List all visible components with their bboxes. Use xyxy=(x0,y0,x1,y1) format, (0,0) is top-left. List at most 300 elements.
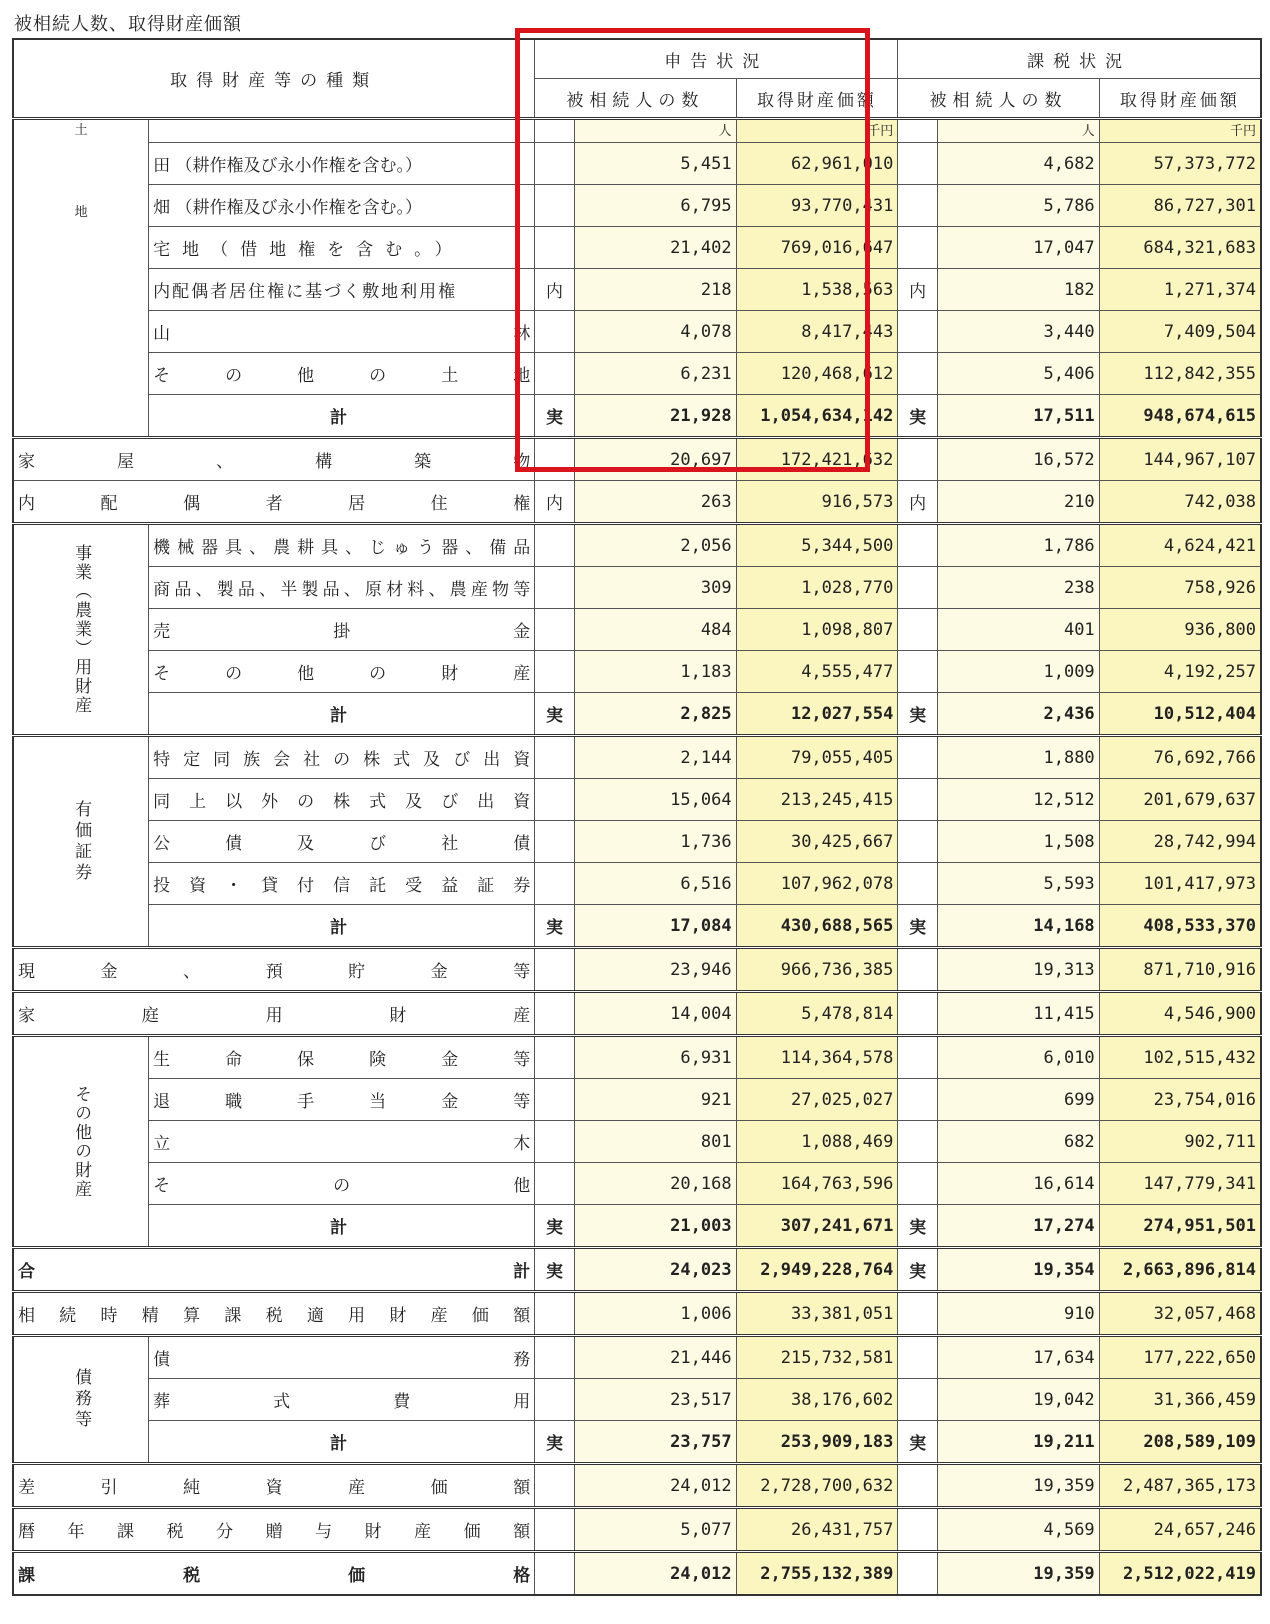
filed-persons: 15,064 xyxy=(574,779,736,821)
filed-value: 307,241,671 xyxy=(736,1205,898,1248)
row-label xyxy=(149,353,535,395)
mark-cell xyxy=(898,1379,938,1421)
row-label xyxy=(13,1464,535,1508)
taxed-persons: 682 xyxy=(937,1121,1099,1163)
mark-cell xyxy=(535,1464,575,1508)
mark-cell xyxy=(535,1508,575,1552)
mark-inner: 内 xyxy=(535,481,575,524)
taxed-persons: 1,009 xyxy=(937,651,1099,693)
taxed-value: 274,951,501 xyxy=(1099,1205,1261,1248)
mark-cell xyxy=(898,1079,938,1121)
taxed-persons: 16,614 xyxy=(937,1163,1099,1205)
filed-value: 26,431,757 xyxy=(736,1508,898,1552)
mark-actual: 実 xyxy=(535,1205,575,1248)
filed-value: 114,364,578 xyxy=(736,1036,898,1079)
filed-persons: 2,825 xyxy=(574,693,736,736)
mark-cell xyxy=(535,524,575,567)
filed-value: 27,025,027 xyxy=(736,1079,898,1121)
mark-cell xyxy=(898,1552,938,1596)
header-row-1 xyxy=(13,39,1261,79)
table-row xyxy=(13,992,1261,1036)
taxed-persons: 401 xyxy=(937,609,1099,651)
taxed-value: 208,589,109 xyxy=(1099,1421,1261,1464)
unit-mark-spacer xyxy=(535,119,575,143)
mark-cell xyxy=(898,609,938,651)
mark-cell xyxy=(898,567,938,609)
row-label xyxy=(13,481,535,524)
mark-actual: 実 xyxy=(898,395,938,438)
subtotal-row xyxy=(13,1421,1261,1464)
mark-cell xyxy=(535,227,575,269)
taxed-persons: 12,512 xyxy=(937,779,1099,821)
taxed-value: 201,679,637 xyxy=(1099,779,1261,821)
mark-cell xyxy=(535,651,575,693)
table-row xyxy=(13,269,1261,311)
table-row xyxy=(13,567,1261,609)
taxed-persons: 19,354 xyxy=(937,1248,1099,1292)
row-label xyxy=(149,609,535,651)
filed-value: 8,417,443 xyxy=(736,311,898,353)
mark-actual: 実 xyxy=(535,1248,575,1292)
row-label-text: 山林 xyxy=(153,324,531,344)
taxed-value: 101,417,973 xyxy=(1099,863,1261,905)
taxed-persons: 210 xyxy=(937,481,1099,524)
filed-value: 2,949,228,764 xyxy=(736,1248,898,1292)
taxed-persons: 910 xyxy=(937,1292,1099,1336)
row-label-text: 生命保険金等 xyxy=(153,1050,531,1070)
mark-cell xyxy=(535,736,575,779)
filed-persons: 24,012 xyxy=(574,1552,736,1596)
mark-cell xyxy=(535,185,575,227)
table-row xyxy=(13,651,1261,693)
table-row xyxy=(13,1379,1261,1421)
filed-value: 62,961,010 xyxy=(736,143,898,185)
filed-value: 5,478,814 xyxy=(736,992,898,1036)
mark-cell xyxy=(898,185,938,227)
filed-value: 966,736,385 xyxy=(736,948,898,992)
unit-spacer xyxy=(149,119,535,143)
table-row xyxy=(13,948,1261,992)
row-label xyxy=(149,1163,535,1205)
taxed-value: 2,663,896,814 xyxy=(1099,1248,1261,1292)
unit-taxed-value: 千円 xyxy=(1099,119,1261,143)
taxed-persons: 1,880 xyxy=(937,736,1099,779)
taxed-value: 147,779,341 xyxy=(1099,1163,1261,1205)
filed-persons: 1,006 xyxy=(574,1292,736,1336)
row-label xyxy=(13,992,535,1036)
filed-value: 916,573 xyxy=(736,481,898,524)
taxed-persons: 17,047 xyxy=(937,227,1099,269)
taxed-value: 112,842,355 xyxy=(1099,353,1261,395)
taxed-persons: 1,786 xyxy=(937,524,1099,567)
taxed-value: 76,692,766 xyxy=(1099,736,1261,779)
taxed-persons: 1,508 xyxy=(937,821,1099,863)
filed-value: 2,728,700,632 xyxy=(736,1464,898,1508)
filed-persons: 921 xyxy=(574,1079,736,1121)
row-label-text: 家庭用財産 xyxy=(18,1006,531,1026)
row-label xyxy=(149,567,535,609)
filed-value: 5,344,500 xyxy=(736,524,898,567)
mark-inner: 内 xyxy=(535,269,575,311)
filed-value: 93,770,431 xyxy=(736,185,898,227)
taxed-value: 144,967,107 xyxy=(1099,438,1261,481)
filed-value: 1,028,770 xyxy=(736,567,898,609)
group-land-char-1: 土 xyxy=(74,123,88,138)
filed-persons: 1,736 xyxy=(574,821,736,863)
unit-taxed-persons: 人 xyxy=(937,119,1099,143)
filed-persons: 5,451 xyxy=(574,143,736,185)
row-label xyxy=(149,821,535,863)
row-label-text: 退職手当金等 xyxy=(153,1092,531,1112)
mark-cell xyxy=(535,353,575,395)
filed-value: 4,555,477 xyxy=(736,651,898,693)
taxed-value: 7,409,504 xyxy=(1099,311,1261,353)
taxed-persons: 11,415 xyxy=(937,992,1099,1036)
filed-value: 164,763,596 xyxy=(736,1163,898,1205)
row-label-text: 公債及び社債 xyxy=(153,834,531,854)
row-label-text: 家屋、構築物 xyxy=(18,452,531,472)
group-securities: 有価証券 xyxy=(13,736,149,948)
taxed-value: 32,057,468 xyxy=(1099,1292,1261,1336)
filed-persons: 23,757 xyxy=(574,1421,736,1464)
filed-persons: 6,795 xyxy=(574,185,736,227)
filed-value: 107,962,078 xyxy=(736,863,898,905)
mark-cell xyxy=(535,1292,575,1336)
taxed-persons: 6,010 xyxy=(937,1036,1099,1079)
row-label-text: 差引純資産価額 xyxy=(18,1478,531,1498)
row-label xyxy=(13,1292,535,1336)
row-label xyxy=(149,524,535,567)
filed-value: 1,538,563 xyxy=(736,269,898,311)
row-label-text: 立木 xyxy=(153,1134,531,1154)
taxed-persons: 14,168 xyxy=(937,905,1099,948)
mark-cell xyxy=(535,1121,575,1163)
filed-value: 1,054,634,142 xyxy=(736,395,898,438)
filed-value: 1,088,469 xyxy=(736,1121,898,1163)
row-label xyxy=(149,1121,535,1163)
table-row xyxy=(13,779,1261,821)
row-label xyxy=(149,1036,535,1079)
filed-value: 120,468,612 xyxy=(736,353,898,395)
taxed-persons: 4,569 xyxy=(937,1508,1099,1552)
taxed-persons: 5,593 xyxy=(937,863,1099,905)
row-label xyxy=(149,1079,535,1121)
header-taxed-persons: 被相続人の数 xyxy=(898,79,1099,119)
table-row xyxy=(13,1292,1261,1336)
row-label: 宅地（借地権を含む。） xyxy=(149,227,535,269)
mark-cell xyxy=(535,1036,575,1079)
filed-value: 769,016,647 xyxy=(736,227,898,269)
subtotal-row xyxy=(13,395,1261,438)
row-label xyxy=(149,863,535,905)
filed-persons: 309 xyxy=(574,567,736,609)
taxed-persons: 699 xyxy=(937,1079,1099,1121)
taxed-value: 1,271,374 xyxy=(1099,269,1261,311)
mark-cell xyxy=(898,311,938,353)
mark-cell xyxy=(898,1464,938,1508)
filed-persons: 5,077 xyxy=(574,1508,736,1552)
table-row xyxy=(13,1163,1261,1205)
filed-value: 30,425,667 xyxy=(736,821,898,863)
table-row xyxy=(13,143,1261,185)
filed-value: 1,098,807 xyxy=(736,609,898,651)
row-label xyxy=(149,736,535,779)
table-row xyxy=(13,185,1261,227)
table-row xyxy=(13,1121,1261,1163)
group-business: 事業（農業）用財産 xyxy=(13,524,149,736)
mark-cell xyxy=(535,948,575,992)
taxed-persons: 16,572 xyxy=(937,438,1099,481)
group-land xyxy=(13,119,149,438)
mark-cell xyxy=(535,567,575,609)
row-label: 内配偶者居住権に基づく敷地利用権 xyxy=(149,269,535,311)
mark-cell xyxy=(898,353,938,395)
mark-cell xyxy=(535,609,575,651)
filed-persons: 6,931 xyxy=(574,1036,736,1079)
mark-cell xyxy=(898,1336,938,1379)
mark-cell xyxy=(898,1036,938,1079)
mark-inner: 内 xyxy=(898,481,938,524)
mark-cell xyxy=(535,863,575,905)
table-row xyxy=(13,524,1261,567)
group-debts: 債務等 xyxy=(13,1336,149,1464)
subtotal-row xyxy=(13,1205,1261,1248)
table-row xyxy=(13,481,1261,524)
taxed-persons: 3,440 xyxy=(937,311,1099,353)
filed-persons: 21,402 xyxy=(574,227,736,269)
row-label-text: 特定同族会社の株式及び出資 xyxy=(153,750,531,770)
row-label-text: 合計 xyxy=(18,1262,531,1282)
mark-cell xyxy=(535,992,575,1036)
taxed-value: 102,515,432 xyxy=(1099,1036,1261,1079)
filed-persons: 1,183 xyxy=(574,651,736,693)
table-row xyxy=(13,438,1261,481)
taxed-value: 758,926 xyxy=(1099,567,1261,609)
filed-persons: 23,517 xyxy=(574,1379,736,1421)
mark-cell xyxy=(898,992,938,1036)
row-label xyxy=(149,1336,535,1379)
mark-cell xyxy=(535,1079,575,1121)
row-label-text: 売掛金 xyxy=(153,622,531,642)
taxed-value: 871,710,916 xyxy=(1099,948,1261,992)
taxed-value: 742,038 xyxy=(1099,481,1261,524)
header-filed-persons: 被相続人の数 xyxy=(535,79,736,119)
filed-persons: 6,231 xyxy=(574,353,736,395)
table-row xyxy=(13,1464,1261,1508)
row-label: 計 xyxy=(149,693,535,736)
filed-value: 253,909,183 xyxy=(736,1421,898,1464)
grand-total-row xyxy=(13,1248,1261,1292)
table-row xyxy=(13,1336,1261,1379)
mark-actual: 実 xyxy=(898,1421,938,1464)
mark-cell xyxy=(898,227,938,269)
row-label-text: 同上以外の株式及び出資 xyxy=(153,792,531,812)
table-row xyxy=(13,227,1261,269)
row-label-text: その他 xyxy=(153,1176,531,1196)
filed-value: 2,755,132,389 xyxy=(736,1552,898,1596)
mark-actual: 実 xyxy=(535,1421,575,1464)
row-label-text: 相続時精算課税適用財産価額 xyxy=(18,1306,531,1326)
taxed-value: 684,321,683 xyxy=(1099,227,1261,269)
mark-cell xyxy=(898,438,938,481)
filed-value: 430,688,565 xyxy=(736,905,898,948)
table-row xyxy=(13,863,1261,905)
filed-value: 12,027,554 xyxy=(736,693,898,736)
row-label xyxy=(13,1508,535,1552)
row-label: 計 xyxy=(149,1205,535,1248)
row-label-text: 現金、預貯金等 xyxy=(18,962,531,982)
row-label-text: 課税価格 xyxy=(18,1566,531,1586)
table-row xyxy=(13,1036,1261,1079)
taxed-value: 57,373,772 xyxy=(1099,143,1261,185)
mark-actual: 実 xyxy=(535,905,575,948)
mark-cell xyxy=(898,736,938,779)
filed-persons: 24,012 xyxy=(574,1464,736,1508)
filed-persons: 20,697 xyxy=(574,438,736,481)
filed-persons: 4,078 xyxy=(574,311,736,353)
row-label-text: 葬式費用 xyxy=(153,1392,531,1412)
taxed-value: 4,192,257 xyxy=(1099,651,1261,693)
taxed-persons: 5,406 xyxy=(937,353,1099,395)
row-label-text: 商品、製品、半製品、原材料、農産物等 xyxy=(153,580,531,600)
mark-actual: 実 xyxy=(898,905,938,948)
table-row xyxy=(13,736,1261,779)
filed-value: 38,176,602 xyxy=(736,1379,898,1421)
taxable-row xyxy=(13,1552,1261,1596)
row-label xyxy=(13,438,535,481)
mark-cell xyxy=(898,524,938,567)
filed-persons: 263 xyxy=(574,481,736,524)
row-label: 畑 （耕作権及び永小作権を含む。） xyxy=(149,185,535,227)
taxed-value: 936,800 xyxy=(1099,609,1261,651)
taxed-value: 28,742,994 xyxy=(1099,821,1261,863)
taxed-value: 31,366,459 xyxy=(1099,1379,1261,1421)
filed-persons: 20,168 xyxy=(574,1163,736,1205)
mark-cell xyxy=(535,821,575,863)
mark-actual: 実 xyxy=(898,693,938,736)
unit-mark-spacer-2 xyxy=(898,119,938,143)
mark-cell xyxy=(898,948,938,992)
group-land-char-2: 地 xyxy=(74,205,88,220)
row-label-text: 機械器具、農耕具、じゅう器、備品 xyxy=(153,538,531,558)
mark-cell xyxy=(535,779,575,821)
mark-actual: 実 xyxy=(898,1205,938,1248)
mark-cell xyxy=(898,1163,938,1205)
header-kind: 取得財産等の種類 xyxy=(13,39,535,119)
row-label: 計 xyxy=(149,1421,535,1464)
filed-value: 79,055,405 xyxy=(736,736,898,779)
mark-cell xyxy=(535,438,575,481)
statistics-table-wrapper xyxy=(12,38,1262,1596)
row-label-text: 債務 xyxy=(153,1350,531,1370)
taxed-value: 86,727,301 xyxy=(1099,185,1261,227)
row-label: 計 xyxy=(149,395,535,438)
mark-cell xyxy=(898,1292,938,1336)
table-row xyxy=(13,1508,1261,1552)
taxed-persons: 2,436 xyxy=(937,693,1099,736)
filed-persons: 801 xyxy=(574,1121,736,1163)
taxed-persons: 19,359 xyxy=(937,1464,1099,1508)
taxed-persons: 4,682 xyxy=(937,143,1099,185)
mark-cell xyxy=(535,1336,575,1379)
header-taxed-value: 取得財産価額 xyxy=(1099,79,1261,119)
filed-value: 172,421,632 xyxy=(736,438,898,481)
filed-value: 215,732,581 xyxy=(736,1336,898,1379)
filed-persons: 14,004 xyxy=(574,992,736,1036)
header-filed: 申告状況 xyxy=(535,39,898,79)
row-label: 田 （耕作権及び永小作権を含む。） xyxy=(149,143,535,185)
row-label: 計 xyxy=(149,905,535,948)
taxed-value: 177,222,650 xyxy=(1099,1336,1261,1379)
taxed-value: 902,711 xyxy=(1099,1121,1261,1163)
filed-persons: 21,928 xyxy=(574,395,736,438)
filed-persons: 24,023 xyxy=(574,1248,736,1292)
row-label xyxy=(13,948,535,992)
taxed-value: 2,487,365,173 xyxy=(1099,1464,1261,1508)
mark-cell xyxy=(898,1508,938,1552)
unit-filed-persons: 人 xyxy=(574,119,736,143)
taxed-persons: 182 xyxy=(937,269,1099,311)
subtotal-row xyxy=(13,905,1261,948)
taxed-persons: 5,786 xyxy=(937,185,1099,227)
mark-cell xyxy=(535,1552,575,1596)
filed-persons: 6,516 xyxy=(574,863,736,905)
mark-cell xyxy=(535,311,575,353)
taxed-persons: 19,042 xyxy=(937,1379,1099,1421)
mark-cell xyxy=(898,1121,938,1163)
table-row xyxy=(13,311,1261,353)
row-label-text: 暦年課税分贈与財産価額 xyxy=(18,1522,531,1542)
filed-persons: 21,003 xyxy=(574,1205,736,1248)
mark-actual: 実 xyxy=(535,693,575,736)
row-label-text: 投資・貸付信託受益証券 xyxy=(153,876,531,896)
mark-cell xyxy=(898,863,938,905)
row-label xyxy=(13,1248,535,1292)
mark-cell xyxy=(535,1163,575,1205)
mark-cell xyxy=(898,779,938,821)
statistics-table xyxy=(12,38,1262,1596)
mark-actual: 実 xyxy=(898,1248,938,1292)
mark-actual: 実 xyxy=(535,395,575,438)
filed-value: 33,381,051 xyxy=(736,1292,898,1336)
filed-persons: 2,056 xyxy=(574,524,736,567)
table-row xyxy=(13,609,1261,651)
mark-cell xyxy=(898,821,938,863)
row-label xyxy=(149,311,535,353)
row-label xyxy=(149,1379,535,1421)
filed-persons: 21,446 xyxy=(574,1336,736,1379)
taxed-value: 2,512,022,419 xyxy=(1099,1552,1261,1596)
taxed-persons: 19,313 xyxy=(937,948,1099,992)
taxed-value: 24,657,246 xyxy=(1099,1508,1261,1552)
table-caption: 被相続人数、取得財産価額 xyxy=(14,14,242,35)
mark-cell xyxy=(535,1379,575,1421)
taxed-value: 10,512,404 xyxy=(1099,693,1261,736)
taxed-value: 4,546,900 xyxy=(1099,992,1261,1036)
group-other: その他の財産 xyxy=(13,1036,149,1248)
taxed-persons: 17,634 xyxy=(937,1336,1099,1379)
mark-cell xyxy=(535,143,575,185)
filed-value: 213,245,415 xyxy=(736,779,898,821)
filed-persons: 484 xyxy=(574,609,736,651)
row-label-text: その他の財産 xyxy=(153,664,531,684)
taxed-persons: 17,274 xyxy=(937,1205,1099,1248)
taxed-persons: 238 xyxy=(937,567,1099,609)
filed-persons: 17,084 xyxy=(574,905,736,948)
taxed-value: 4,624,421 xyxy=(1099,524,1261,567)
taxed-value: 408,533,370 xyxy=(1099,905,1261,948)
subtotal-row xyxy=(13,693,1261,736)
